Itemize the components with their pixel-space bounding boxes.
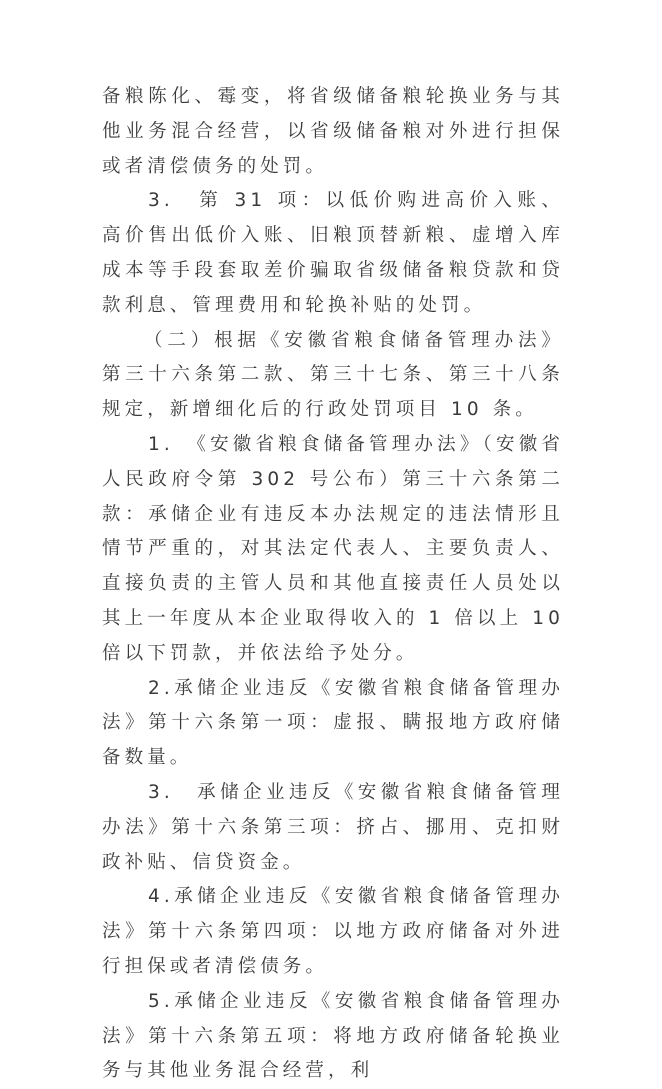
paragraph-item-31: 3. 第 31 项：以低价购进高价入账、高价售出低价入账、旧粮顶替新粮、虚增入库成本等手段套取差价骗取省级储备粮贷款和贷款利息、管理费用和轮换补贴的处罚。 — [102, 190, 564, 316]
paragraph-item-1: 1. 《安徽省粮食储备管理办法》（安徽省人民政府令第 302 号公布）第三十六条第二款：承储企业有违反本办法规定的违法情形且情节严重的，对其法定代表人、主要负责人、直接负责的主管人员和其他直接责任人员处以其上一年度从本企业取得收入的 1 倍以上 10 倍以下罚款，并依法给予处分。 — [102, 433, 564, 664]
paragraph-continuation: 备粮陈化、霉变，将省级储备粮轮换业务与其他业务混合经营，以省级储备粮对外进行担保或者清偿债务的处罚。 — [102, 86, 564, 177]
paragraph-item-2: 2.承储企业违反《安徽省粮食储备管理办法》第十六条第一项：虚报、瞒报地方政府储备数量。 — [102, 677, 564, 769]
paragraph-item-5: 5.承储企业违反《安徽省粮食储备管理办法》第十六条第五项：将地方政府储备轮换业务与其他业务混合经营，利 — [102, 990, 564, 1082]
paragraph-item-4: 4.承储企业违反《安徽省粮食储备管理办法》第十六条第四项：以地方政府储备对外进行担保或者清偿债务。 — [102, 886, 564, 977]
document-page — [102, 80, 564, 1089]
paragraph-item-3: 3. 承储企业违反《安徽省粮食储备管理办法》第十六条第三项：挤占、挪用、克扣财政补贴、信贷资金。 — [102, 781, 564, 873]
paragraph-section-two: （二）根据《安徽省粮食储备管理办法》第三十六条第二款、第三十七条、第三十八条规定，新增细化后的行政处罚项目 10 条。 — [102, 329, 564, 421]
